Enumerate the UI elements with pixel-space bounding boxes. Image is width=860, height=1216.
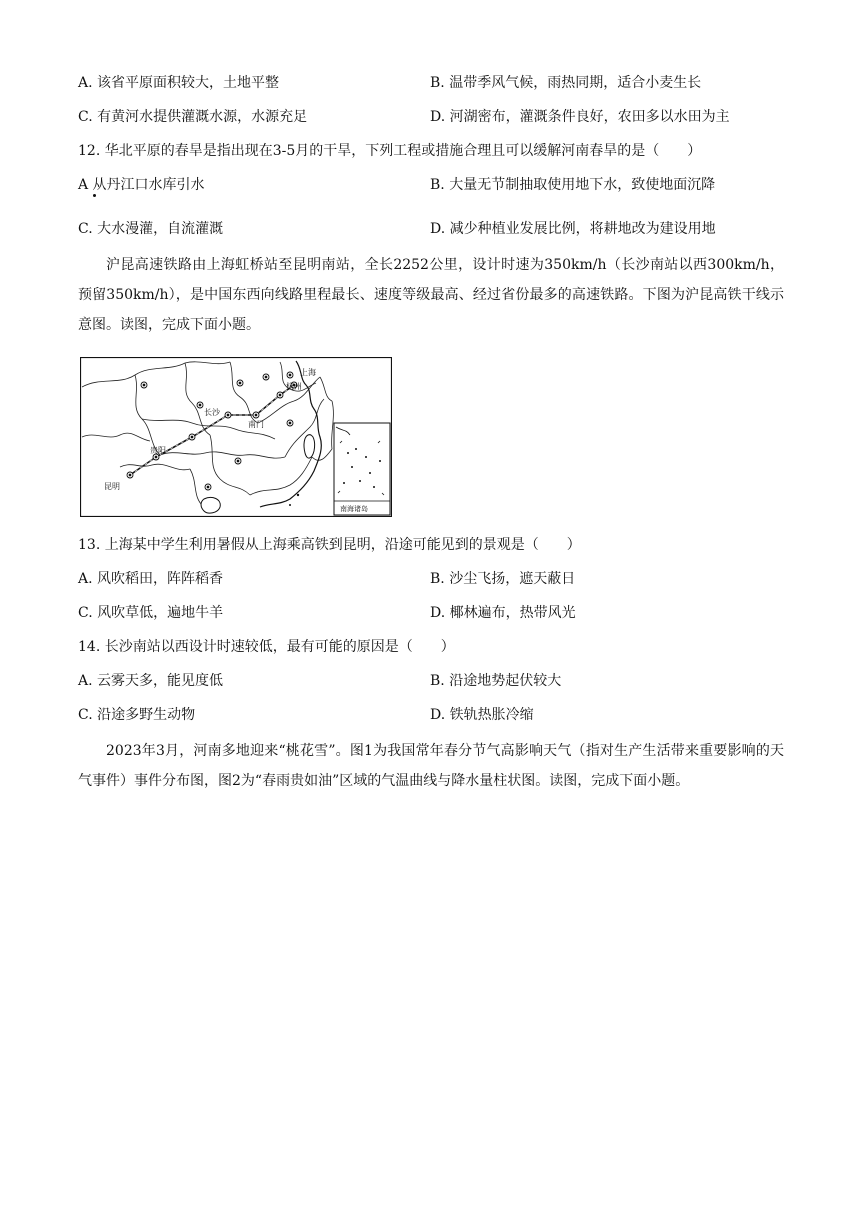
q11-option-b[interactable]: B. 温带季风气候，雨热同期，适合小麦生长 bbox=[430, 75, 702, 91]
map-label-guiyang: 贵阳 bbox=[150, 446, 166, 455]
q13-stem: 13. 上海某中学生利用暑假从上海乘高铁到昆明，沿途可能见到的景观是（ ） bbox=[78, 537, 581, 553]
q13-option-b[interactable]: B. 沙尘飞扬，遮天蔽日 bbox=[430, 571, 576, 587]
map-inset-label: 南海诸岛 bbox=[340, 505, 368, 513]
q14-option-b[interactable]: B. 沿途地势起伏较大 bbox=[430, 673, 562, 689]
map-label-shanghai: 上海 bbox=[300, 368, 316, 377]
q13-option-a[interactable]: A. 风吹稻田，阵阵稻香 bbox=[78, 571, 224, 587]
q14-stem: 14. 长沙南站以西设计时速较低，最有可能的原因是（ ） bbox=[78, 639, 455, 655]
q12-option-c[interactable]: C. 大水漫灌，自流灌溉 bbox=[78, 221, 224, 237]
rail-map-svg bbox=[80, 357, 392, 517]
q12-stem: 12. 华北平原的春旱是指出现在3-5月的干旱，下列工程或措施合理且可以缓解河南春旱的是（ ） bbox=[78, 143, 702, 159]
q12-option-a[interactable]: A 从丹江口水库引水 bbox=[78, 177, 205, 193]
snow-intro-paragraph: 2023年3月，河南多地迎来“桃花雪”。图1为我国常年春分节气高影响天气（指对生产生活带来重要影响的天气事件）事件分布图，图2为“春雨贵如油”区域的气温曲线与降水量柱状图。读图，完成下面小题。 bbox=[78, 743, 784, 789]
q11-option-c[interactable]: C. 有黄河水提供灌溉水源，水源充足 bbox=[78, 109, 308, 125]
q14-option-a[interactable]: A. 云雾天多，能见度低 bbox=[78, 673, 224, 689]
q12-option-d[interactable]: D. 减少种植业发展比例，将耕地改为建设用地 bbox=[430, 221, 716, 237]
q12-option-b[interactable]: B. 大量无节制抽取使用地下水，致使地面沉降 bbox=[430, 177, 716, 193]
rail-intro-paragraph: 沪昆高速铁路由上海虹桥站至昆明南站，全长2252公里，设计时速为350km/h（长沙南站以西300km/h，预留350km/h），是中国东西向线路里程最长、速度等级最高、经过省份最多的高速铁路。下图为沪昆高铁干线示意图。读图，完成下面小题。 bbox=[78, 257, 784, 333]
q11-option-a[interactable]: A. 该省平原面积较大，土地平整 bbox=[78, 75, 280, 91]
q13-option-c[interactable]: C. 风吹草低，遍地牛羊 bbox=[78, 605, 224, 621]
rail-map-figure bbox=[80, 357, 392, 517]
map-label-nanchang: 南门 bbox=[248, 420, 264, 429]
q11-option-d[interactable]: D. 河湖密布，灌溉条件良好，农田多以水田为主 bbox=[430, 109, 730, 125]
q14-option-d[interactable]: D. 铁轨热胀冷缩 bbox=[430, 707, 534, 723]
map-label-kunming: 昆明 bbox=[104, 482, 120, 491]
q14-option-c[interactable]: C. 沿途多野生动物 bbox=[78, 707, 196, 723]
map-label-hangzhou: 杭州 bbox=[286, 382, 302, 391]
q13-option-d[interactable]: D. 椰林遍布，热带风光 bbox=[430, 605, 576, 621]
stray-dot bbox=[93, 194, 96, 197]
map-label-changsha: 长沙 bbox=[204, 408, 220, 417]
